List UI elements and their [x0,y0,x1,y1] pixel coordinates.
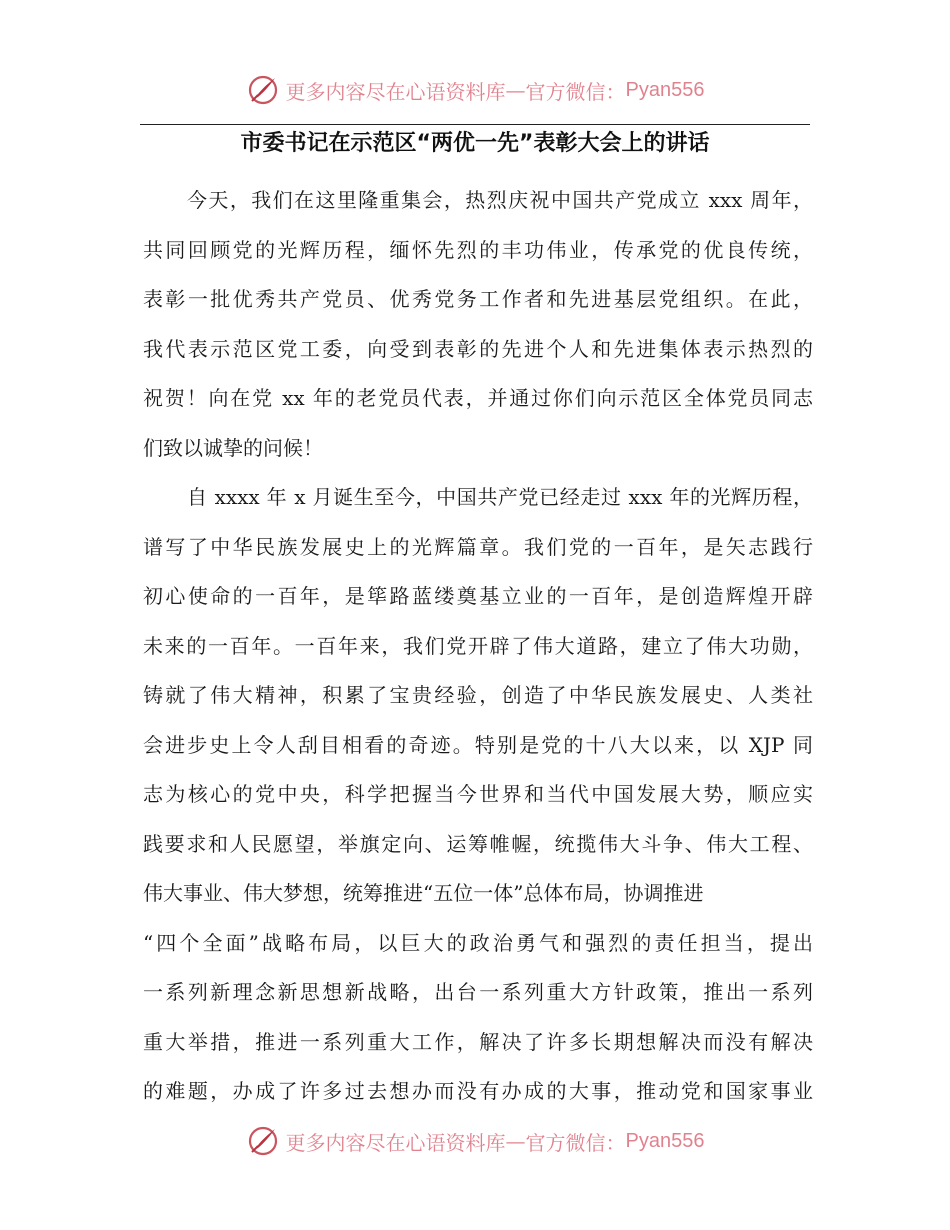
paragraph-line: 们致以诚挚的问候！ [143,435,323,460]
paragraph-line: 自 xxxx 年 x 月诞生至今，中国共产党已经走过 xxx 年的光辉历程， [187,485,813,509]
paragraph-line: “四个全面”战略布局，以巨大的政治勇气和强烈的责任担当，提出 [143,930,813,955]
paragraph-line: 践要求和人民愿望，举旗定向、运筹帷幄，统揽伟大斗争、伟大工程、 [143,831,813,856]
footer-separator: — [505,1129,526,1153]
footer-brand-text: 更多内容尽在心语资料库 [285,1130,506,1155]
paragraph-line: 一系列新理念新思想新战略，出台一系列重大方针政策，推出一系列 [143,980,813,1004]
paragraph-line: 表彰一批优秀共产党员、优秀党务工作者和先进基层党组织。在此， [143,287,813,311]
footer-watermark [0,1121,950,1161]
quill-seal-logo-icon [246,73,280,107]
header-watermark [0,70,950,110]
quill-seal-logo-icon [246,1124,280,1158]
header-separator: — [505,78,526,102]
paragraph-line: 祝贺！向在党 xx 年的老党员代表，并通过你们向示范区全体党员同志 [143,386,813,410]
paragraph-line: 未来的一百年。一百年来，我们党开辟了伟大道路，建立了伟大功勋， [143,633,813,658]
paragraph-line: 的难题，办成了许多过去想办而没有办成的大事，推动党和国家事业 [143,1079,813,1103]
paragraph-line: 共同回顾党的光辉历程，缅怀先烈的丰功伟业，传承党的优良传统， [143,237,813,262]
paragraph-line: 伟大事业、伟大梦想，统筹推进“五位一体”总体布局，协调推进 [143,881,704,905]
document-body [143,182,813,1123]
paragraph-line: 初心使命的一百年，是筚路蓝缕奠基立业的一百年，是创造辉煌开辟 [143,584,813,608]
paragraph-line: 会进步史上令人刮目相看的奇迹。特别是党的十八大以来，以 XJP 同 [143,732,813,757]
header-divider [140,124,810,125]
paragraph-line: 重大举措，推进一系列重大工作，解决了许多长期想解决而没有解决 [143,1029,813,1054]
paragraph-line: 铸就了伟大精神，积累了宝贵经验，创造了中华民族发展史、人类社 [143,683,813,707]
document-title: 市委书记在示范区“两优一先”表彰大会上的讲话 [240,131,710,156]
header-wechat-label: 官方微信： [525,79,626,104]
footer-wechat-label: 官方微信： [525,1130,626,1155]
paragraph-line: 我代表示范区党工委，向受到表彰的先进个人和先进集体表示热烈的 [143,336,813,361]
footer-wechat-id: Pyan556 [625,1129,705,1152]
paragraph-line: 谱写了中华民族发展史上的光辉篇章。我们党的一百年，是矢志践行 [143,534,813,559]
header-wechat-id: Pyan556 [625,78,705,101]
paragraph-line: 志为核心的党中央，科学把握当今世界和当代中国发展大势，顺应实 [143,782,813,806]
paragraph-line: 今天，我们在这里隆重集会，热烈庆祝中国共产党成立 xxx 周年， [187,188,813,212]
header-brand-text: 更多内容尽在心语资料库 [285,79,506,104]
